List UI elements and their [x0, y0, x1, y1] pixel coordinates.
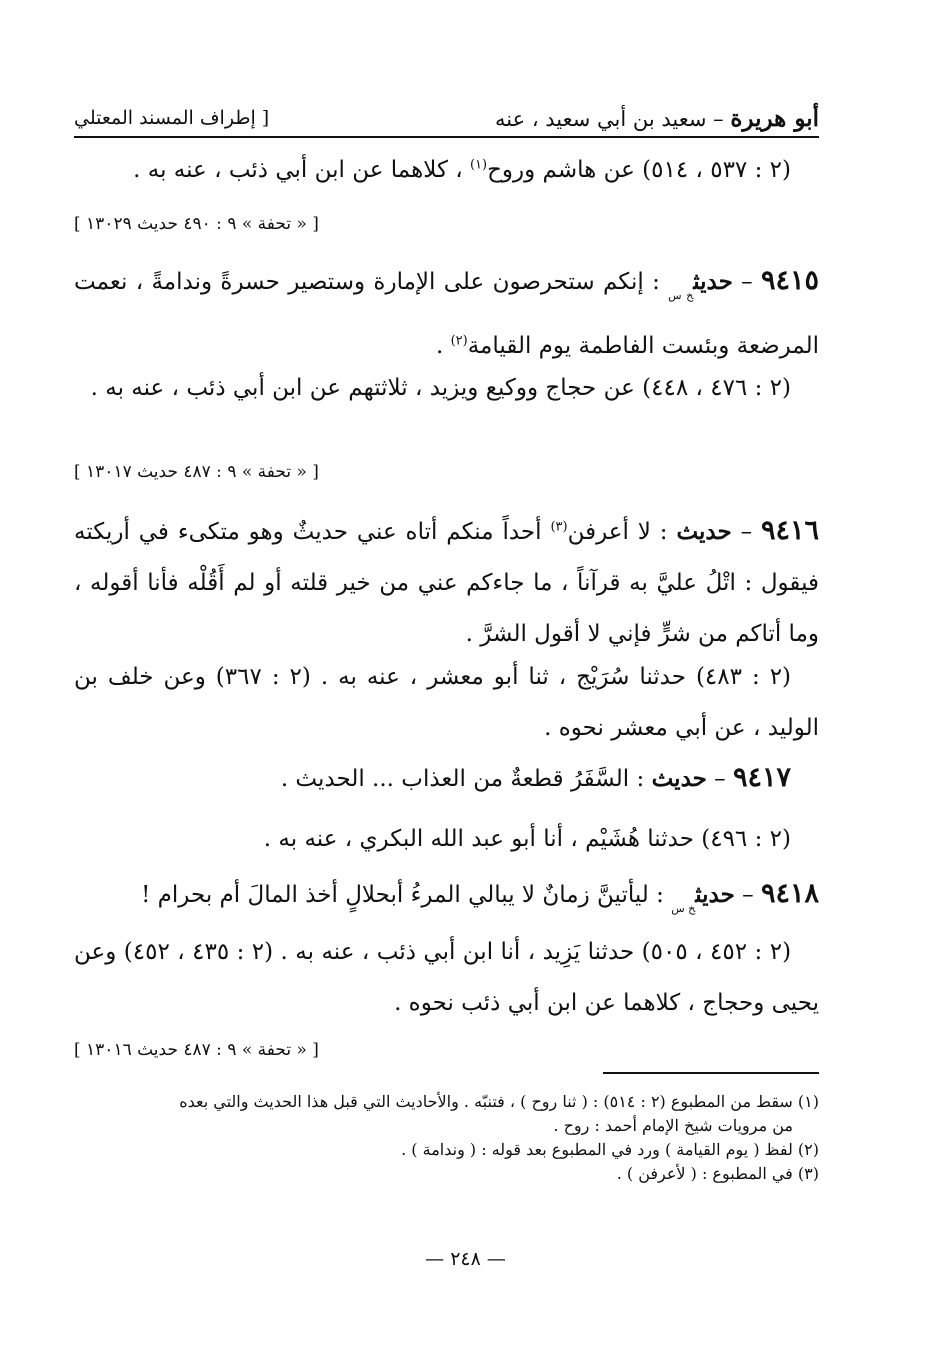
footnote-ref-2[interactable]: (٢): [450, 333, 468, 349]
tuhfa-reference: [ « تحفة » ٩ : ٤٨٧ حديث ١٣٠١٧ ]: [74, 462, 319, 482]
header-chain-bold: أبو هريرة: [730, 104, 819, 132]
hadith-text: أحداً منكم أتاه عني حديثٌ وهو متكىء في أريكته فيقول : اتْلُ عليَّ به قرآناً ، ما جاءكم عني من خير قلته أو لم أَقُلْه فأنا أقوله ، وما أتاكم من شرٍّ فإني لا أقول الشرَّ .: [74, 519, 819, 647]
source-paragraph-9415: (٢ : ٤٧٦ ، ٤٤٨) عن حجاج ووكيع ويزيد ، ثلاثتهم عن ابن أبي ذئب ، عنه به .: [90, 375, 791, 401]
hadith-9416: [74, 505, 819, 660]
footnotes: [74, 1090, 819, 1186]
hadith-dash: –: [732, 269, 761, 295]
hadith-text: : إنكم ستحرصون على الإمارة وستصير حسرةً وندامةً ، نعمت المرضعة وبئست الفاطمة يوم القيامة: [74, 269, 819, 359]
footnote-ref-1[interactable]: (١): [469, 157, 488, 173]
hadith-9417: [74, 752, 819, 805]
footnote-ref-3[interactable]: (٣): [550, 519, 568, 535]
hadith-label: حديث: [651, 765, 707, 792]
footnote-divider: [603, 1072, 819, 1074]
tuhfa-reference: [ « تحفة » ٩ : ٤٨٧ حديث ١٣٠١٦ ]: [74, 1040, 319, 1060]
source-paragraph-9416: (٢ : ٤٨٣) حدثنا سُرَيْج ، ثنا أبو معشر ، عنه به . (٢ : ٣٦٧) وعن خلف بن الوليد ، عن أبي معشر نحوه .: [74, 664, 819, 741]
source-paragraph-1: [74, 145, 819, 196]
hadith-number: ٩٤١٨: [760, 878, 819, 909]
hadith-dash: –: [706, 766, 733, 792]
source-text: (٢ : ٥٣٧ ، ٥١٤) عن هاشم وروح: [487, 157, 791, 183]
hadith-symbol-mark: خ س: [671, 902, 696, 915]
page-number: — ٢٤٨ —: [425, 1248, 506, 1270]
footnote-2: (٢) لفظ ( يوم القيامة ) ورد في المطبوع بعد قوله : ( وندامة ) .: [401, 1140, 819, 1159]
hadith-9418: [74, 868, 819, 934]
header-book-title: [ إطراف المسند المعتلي: [74, 107, 270, 129]
footnote-3: (٣) في المطبوع : ( لأعرفن ) .: [616, 1164, 819, 1183]
source-text: ، كلاهما عن ابن أبي ذئب ، عنه به .: [133, 157, 470, 183]
hadith-label: حديث: [676, 518, 732, 545]
running-header: [74, 100, 819, 138]
hadith-number: ٩٤١٥: [760, 265, 819, 296]
header-chain: [495, 105, 819, 132]
hadith-text: .: [435, 333, 451, 359]
source-paragraph-9417: (٢ : ٤٩٦) حدثنا هُشَيْم ، أنا أبو عبد الله البكري ، عنه به .: [263, 826, 791, 852]
hadith-label: حديث: [693, 268, 733, 295]
hadith-text: : ليأتينَّ زمانٌ لا يبالي المرءُ أبحلالٍ أخذ المالَ أم بحرام !: [141, 882, 672, 908]
hadith-text: : لا أعرفن: [567, 519, 677, 545]
hadith-9415: [74, 255, 819, 372]
hadith-text: : السَّفَرُ قطعةٌ من العذاب ... الحديث .: [280, 766, 652, 792]
footnote-1-continued: من مرويات شيخ الإمام أحمد : روح .: [553, 1116, 793, 1135]
hadith-symbol-mark: خ س: [668, 289, 694, 302]
tuhfa-reference: [ « تحفة » ٩ : ٤٩٠ حديث ١٣٠٢٩ ]: [74, 214, 319, 234]
hadith-number: ٩٤١٦: [761, 515, 820, 546]
hadith-label: حديث: [695, 881, 735, 908]
header-chain-rest: – سعيد بن أبي سعيد ، عنه: [495, 106, 731, 131]
footnote-1: (١) سقط من المطبوع (٢ : ٥١٤) : ( ثنا روح ) ، فتنبّه . والأحاديث التي قبل هذا الحديث والتي بعده: [179, 1092, 819, 1111]
hadith-dash: –: [734, 882, 761, 908]
hadith-number: ٩٤١٧: [732, 762, 791, 793]
hadith-dash: –: [731, 519, 762, 545]
source-paragraph-9418: (٢ : ٤٥٢ ، ٥٠٥) حدثنا يَزِيد ، أنا ابن أبي ذئب ، عنه به . (٢ : ٤٣٥ ، ٤٥٢) وعن يحيى وحجاج ، كلاهما عن ابن أبي ذئب نحوه .: [74, 939, 819, 1016]
